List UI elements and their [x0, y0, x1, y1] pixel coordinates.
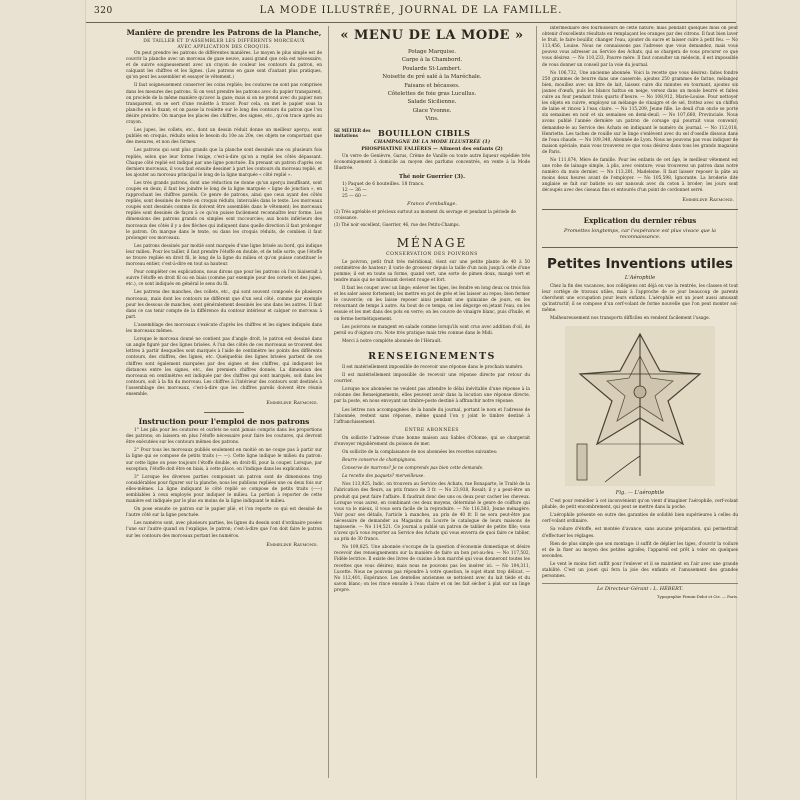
- section-title: Petites Inventions utiles: [547, 255, 733, 272]
- footnote: (3) Thé noir excellent, Guerrier, 46, rue des Petits-Champs.: [334, 222, 460, 228]
- paragraph: Il est matériellement impossible de recevoir une réponse directe par retour du courrier.: [334, 373, 530, 385]
- menu-item: Glace Yvonne.: [412, 107, 452, 114]
- price-line: 12 — 36 —: [342, 187, 367, 193]
- director-signature: Le Directeur-Gérant : L. HÉBERT.: [542, 583, 738, 592]
- folded-kite-detail: [577, 444, 587, 480]
- paragraph: Chez la fin des vacances, nos collégiens ont déjà en vue la rentrée, les classes et tout leur cortège de travaux utiles, mais à l'approche de ce jour beaucoup de parents cherchent une occupation pour leurs enfants. L'aérophile est un jouet aussi amusant qu'instructif; il se compose d'un cerf-volant de forme nouvelle que l'on peut monter soi-même.: [542, 283, 738, 313]
- advert-brand: BOUILLON CIBILS: [378, 127, 471, 138]
- menu-item: Noisette de pré salé à la Maréchale.: [382, 74, 482, 81]
- paragraph: L'assemblage des morceaux s'exécute d'après les chiffres et les signes indiqués dans les morceaux mêmes.: [126, 322, 322, 335]
- advert-note: Franco d'emballage.: [407, 201, 457, 207]
- rebus-answer: Promettes longtemps, car l'espérance est plus vivace que la reconnaissance.: [563, 227, 717, 241]
- running-title: LA MODE ILLUSTRÉE, JOURNAL DE LA FAMILLE.: [259, 5, 563, 16]
- paragraph: Le vent le moins fort suffit pour l'enlever et il se maintient en l'air avec une grande stabilité. C'est un jouet qui fera la joie des enfants et l'amusement des grandes personnes.: [542, 561, 738, 580]
- paragraph: Pour compléter ces explications, nous dirons que pour les patrons où l'on biaiserait à suivre l'étoffe en droit fil ou en biais (comme par exemple pour des corsets et des jupes, etc.), ce sont indiqués en général le sens du fil.: [126, 270, 322, 288]
- advert-note: SE MÉFIER des imitations: [334, 127, 371, 138]
- menu-item: Potage Marquise.: [407, 49, 456, 55]
- paragraph: No 111,874, Mère de famille. Pour les enfants de cet âge, le meilleur vêtement est une robe de lainage simple, à plis, avec ceinture; vous trouverez un patron dans notre numéro du mois dernier. — No 113,201, Madeleine. Il faut laisser reposer la pâte au moins deux heures avant de l'employer. — No 105,598, Ignorante. La broderie dite anglaise se fait sur batiste ou sur nansouk avec du coton à broder; les jours sont découpés avec des ciseaux fins et entourés d'un point de cordonnet serré.: [542, 157, 738, 194]
- paragraph: Les lettres non accompagnées de la bande du journal, portant le nom et l'adresse de l'abonnée, restent sans réponse, même quand l'on y joint le timbre destiné à l'affranchissement.: [334, 407, 530, 425]
- paragraph: On peut prendre les patrons de différentes manières. Le moyen le plus simple est de couvrir la planche avec un morceau de gaze neuve, aussi grand que cela est nécessaire, et de suivre soigneusement avec un crayon de couleur les contours du patron, en calquant les chiffres et les lignes. (Les patrons en gaze sont d'autant plus pratiques, qu'on peut les assembler et essayer le vêtement.): [126, 51, 322, 81]
- paragraph: Les numéros sont, avec plusieurs parties, les lignes du dessin sont d'ordinaire posées l'une sur l'autre quand on l'explique, le patron; c'est-à-dire que l'on doit faire le patron sur les contours des morceaux portant les numéros.: [126, 521, 322, 539]
- price-line: 25 — 60 —: [342, 193, 367, 199]
- menu-item: Salade Sicilienne.: [407, 99, 457, 106]
- section-subtitle: ENTRE ABONNÉES: [404, 427, 460, 433]
- section-subtitle: AVEC APPLICATION DES CROQUIS.: [177, 45, 271, 50]
- paragraph: Beurre conserve de champignons.: [342, 458, 417, 464]
- paragraph: Les poivrons se mangent en salade comme lorsqu'ils sont crus avec addition d'oil, de persil ou d'oignon cru. Note très pratique mais très connue dans le Midi.: [334, 324, 530, 336]
- paragraph: Nos 113,925, Indic. on trouvera au Service des Achats, rue Bonaparte, le Traité de la Fabrication des fleurs, au prix franco de 3 fr. — No 23,938, Rosalt; il y a peut-être un produit qui peut faire l'affaire. Il faudrait donc des uns ou deux pour cacher les cheveux. Lorsque vous aurez, en combinant ces deux moyens, déterminé le genre de coiffure qui vous va le mieux, il vous sera facile de la reproduire. — No 116,583, Jeune ménagère. Voir pour ses détails, l'article à manches, au prix de 40 fr. Il ne sera peut-être pas nécessaire de demander au Magasins du Louvre le catalogue de leurs maisons de tapisserie. — No 114,521. Ce journal a publié un patron de tablier de petite fille; vous n'avez qu'à vous reporter au Service des Achats qui vous enverra de quoi faire ce tablier, au prix de 30 francs.: [334, 482, 530, 543]
- advert-header: [334, 128, 530, 138]
- journal-page: [86, 0, 736, 800]
- paragraph: Les patrons qui sont plus grands que la planche sont dessinés une ou plusieurs fois repliés, selon que leur forme l'exige, c'est-à-dire qu'on a replié les côtés dépassant. Chaque côté replié est indiqué par une ligne ponctuée. En prenant un patron d'après ces derniers morceaux, il vous faut ensuite dessiner à part les contours du morceau replié, et les ajouter au morceau principal le long de la ligne marquée « côté replié ».: [126, 148, 322, 178]
- section-title: Instruction pour l'emploi de nos patrons: [138, 417, 310, 427]
- paragraph: Lorsque le morceau donné ne contient pas d'angle droit, le patron est dessiné dans un angle figuré par des lignes brisées. À l'un des côtés de ces morceaux se trouvent des lettres à partir desquelles sont marqués à l'aide de centimètre les points des différents contours, des chiffres, des lignes, etc. Quelquefois des lignes brisées partent de ces chiffres sont également marquées par des signes et des chiffres, qui indiquent les distances entre les signes, etc., des premiers chiffres donnés. La dimension des morceaux en centimètres est indiquée par des chiffres qui sont marqués, soit dans les contours, soit à la fin du morceau. Les chiffres à l'intérieur des contours sont destinés à l'assemblage des morceaux, c'est-à-dire que les chiffres pareils doivent être réunis ensemble.: [126, 337, 322, 397]
- signature: Emmeline Raymond.: [266, 541, 318, 548]
- paragraph: 1° Les plis pour les coutures et ourlets ne sont jamais compris dans les proportions des patrons; on laissera en plus l'étoffe nécessaire pour faire les coutures, qui devront être exécutées sur les contours mêmes des patrons.: [126, 428, 322, 446]
- advert-line: CHAMPAGNE DE LA MODE ILLUSTRÉE (1): [373, 138, 491, 145]
- menu-item: Côtelettes de foie gras Lucullus.: [387, 91, 477, 98]
- section-title: RENSEIGNEMENTS: [368, 350, 496, 362]
- signature: Emmeline Raymond.: [266, 400, 318, 407]
- paragraph: Malheureusement nos transports difficiles en rendent facilement l'usage.: [550, 316, 711, 321]
- paragraph: Sa voilure d'étoffe, est montée d'avance, sans aucune préparation, qui permettrait d'effectuer les réglages.: [542, 527, 738, 539]
- signature: Emmeline Raymond.: [682, 196, 734, 203]
- menu-item: Carpe à la Chambord.: [401, 57, 463, 64]
- page-header: [86, 0, 736, 23]
- paragraph: Les très grands patrons, dont une réduction ne donne qu'un aperçu insuffisant, sont coupés en deux; il faut les joindre le long de la ligne marquée « ligne de jonction », en rapprochant les chiffres pareils. Ce genre de patrons, ainsi que ceux ayant des côtés repliés, sont dessinés de reste en croquis réduits, intercalés dans le texte. Les morceaux coupés sont dessinés comme ils doivent être assemblés dans le vêtement; les morceaux repliés sont dessinés de façon à ce qu'on puisse facilement reconnaître leur forme. Les dimensions des patrons grands ou simples sont raccourcies; aux bouts inférieurs des morceaux des côtés il y a des flèches qui indiquent dans quelle direction il faut prolonger le patron. On marque dans le texte, ou dans les croquis réduits, de combien il faut prolonger ces morceaux.: [126, 180, 322, 241]
- paragraph: On pose ensuite ce patron sur le papier plié, et l'on reporte ce qui est dessiné de l'autre côté sur la ligne ponctuée.: [126, 507, 322, 519]
- paragraph: L'aérophile présente en outre des garanties de solidité bien supérieures à celles du cerf-volant ordinaire.: [542, 513, 738, 525]
- figure-caption: Fig. — L'aérophile: [615, 490, 665, 497]
- section-title: MÉNAGE: [396, 235, 468, 250]
- kite-hub: [634, 386, 646, 398]
- page-number: 320: [94, 6, 113, 16]
- paragraph: Les jupes, les collets, etc., dont un dessin réduit donne un meilleur aperçu, sont publiés en croquis, réduits selon le besoin du 10e au 20e, ces objets ne comportant que des mesures, et non des formes.: [126, 128, 322, 146]
- section-subtitle: L'Aérophile: [624, 274, 656, 281]
- paragraph: Conserve de marrons? Je ne comprends pas bien cette demande.: [342, 466, 484, 472]
- column-divider: [536, 26, 537, 778]
- paragraph: Les patrons dessinés par moitié sont marqués d'une ligne brisée au bord, qui indique leur milieu. Pour les tailler, il faut prendre l'étoffe en double, et de telle sorte, que l'étoffe se trouve repliée en droit fil, le long de la ligne du milieu et qu'on puisse constituer le morceau entier, c'est-à-dire en tout sa hauteur.: [126, 243, 322, 268]
- menu-item: Poularde St-Lambert.: [402, 65, 462, 72]
- column-left: [126, 26, 322, 780]
- section-subtitle: DE TAILLER ET D'ASSEMBLER LES DIFFÉRENTS MORCEAUX: [143, 39, 305, 44]
- column-middle: [334, 26, 530, 780]
- paragraph: 2° Pour tous les morceaux publiés seulement en moitié on ne coupe pas à partir sur la ligne qui se compose de petits traits (— —). Cette ligne indique le milieu du patron: sur cette ligne on pose toujours l'étoffe double, en droit-fil, pour la couper. Lorsque, par exception, l'étoffe doit être en biais, à cette place, on l'indique dans les explications.: [126, 448, 322, 472]
- paragraph: Lorsque nos abonnées ne veulent pas attendre le délai inévitable d'une réponse à la colonne des Renseignements, elles peuvent avoir dans la locution une réponse directe, par la poste, en nous envoyant un timbre-poste destiné à affranchir notre réponse.: [334, 387, 530, 405]
- paragraph: Rien de plus simple que son montage: il suffit de déplier les tiges, d'ouvrir la voilure et de la fixer au moyen des petites agrafes; l'appareil est prêt à voler en quelques secondes.: [542, 541, 738, 559]
- separator: [204, 412, 244, 413]
- menu-item: Faisans et bécasses.: [404, 82, 460, 89]
- paragraph: Il est matériellement impossible de recevoir une réponse dans le prochain numéro.: [342, 364, 524, 370]
- paragraph: On sollicite l'adresse d'une bonne maison aux Sables d'Olonne, qui se chargerait d'envoyer régulièrement du poisson de mer.: [334, 435, 530, 447]
- paragraph: 3° Lorsque les diverses parties composant un patron sont de dimensions trop considérables pour figurer sur la planche, nous les publions repliées une ou deux fois sur elles-mêmes. La ligne indiquant le côté replié se compose de petits traits (-----) semblables à ceux employés pour indiquer le milieu. La portion à reporter de cette manière est indiquée par le plus en moins de la ligne indiquant le milieu.: [126, 474, 322, 505]
- menu-list: [334, 48, 530, 124]
- column-divider: [328, 26, 329, 778]
- rebus-box: [542, 209, 738, 248]
- column-right: [542, 26, 738, 780]
- advert-heading: Thé noir Guerrier (3).: [398, 173, 466, 180]
- printer-credit: Typographie Firmin-Didot et Cie. — Paris.: [657, 594, 738, 600]
- footnote: (2) Très agréable et précieux surtout au moment du sevrage et pendant la période de croissance.: [334, 208, 516, 220]
- aerophile-kite-illustration: [565, 326, 715, 486]
- paragraph: La recette des paquets? merveilleuse.: [342, 474, 425, 480]
- paragraph: Il faut les couper avec un linge; enlever les tiges, les fendre en long deux ou trois fois et les saler assez fortement; les mettre en pot de grès et les laisser au repos; bien fermer le couvercle; on les laisse reposer ainsi pendant une quinzaine de jours, en les retournant de temps à autre. Au bout de ce temps, on les dégorge en jetant l'eau, on les essuie et les met dans des pots en verre; on les couvre de vinaigre blanc, puis d'huile, et on ferme hermétiquement.: [334, 286, 530, 322]
- paragraph: Le poivron, petit fruit très méridional, vient sur une petite plante de 40 à 50 centimètres de hauteur; il varie de grosseur depuis la taille d'un noix jusqu'à celle d'une pomme; il est en toute sa forme, quand vert, une sorte de pimen doux, mangé vert et tendre mais qui ne mûrissant devient rouge et fort.: [334, 259, 530, 283]
- section-title: Manière de prendre les Patrons de la Planche,: [126, 28, 322, 37]
- paragraph: Il faut soigneusement conserver les coins repliés; les coutures ne sont pas comprises dans les mesures des patrons. Si on veut prendre les patrons avec du papier transparent, on procède de la même manière qu'avec la gaze; mais si on ne prend avec du papier non transparent, on se sert d'une roulette à tracer. Pour cela, on met le papier sous la planche en le fixant; et on passe la roulette sur le long des contours du patron que l'on désire prendre. On marque les places des chiffres, des signes, etc., qu'on trace après au crayon.: [126, 83, 322, 126]
- section-subtitle: CONSERVATION DES POIVRONS: [386, 251, 478, 257]
- advert-line: PHOSPHATINE FALIÈRES — Aliment des enfants (2): [361, 145, 503, 152]
- paragraph: Merci à notre compléte abonnée de l'Hérault.: [342, 338, 442, 344]
- price-line: 1) Paquet de 6 bouteilles. 18 francs.: [342, 181, 425, 187]
- menu-title: « MENU DE LA MODE »: [340, 28, 524, 43]
- paragraph: intermédiaire des fournisseurs de cette nature; mais pendant quelques mois on peut obtenir d'excellents résultats en remplaçant les oranges par des citrons. Il faut bien laver le fruit, le faire bouillir, changer l'eau, ajouter du sucre et laisser cuire à petit feu. — No 113,456, Louise. Nous ne connaissons pas l'adresse que vous demandez, mais vous pouvez vous adresser au Service des Achats, qui se chargera de vous procurer ce que vous désirez. — No 110,233, Pauvre mère. Il faut consulter un médecin, il est impossible de vous donner un conseil par la voie du journal.: [542, 26, 738, 68]
- paragraph: Les patrons des manches, des collets, etc., qui sont souvent composés de plusieurs morceaux, mais dont les contours ne diffèrent que d'un seul côté, comme par exemple pour les dessous de manches, sont généralement dessinés les uns dans les autres. Il faut dans ce cas tenir compte de la différence du contour intérieur et calquer ce morceau à part.: [126, 290, 322, 320]
- advert-text: Un verre de Genièvre, Garus, Crème de Vanille ou toute autre liqueur expédiée très économiquement à domicile au moyen des parfums concentrés, en vente à la Mode Illustrée.: [334, 153, 530, 171]
- menu-item: Vins.: [425, 116, 439, 123]
- paragraph: C'est pour remédier à cet inconvénient qu'on vient d'imaginer l'aérophile, cerf-volant pliable, de petit encombrement, qui peut se mettre dans la poche.: [542, 499, 738, 511]
- paragraph: On sollicite de la complaisance de nos abonnées les recettes suivantes:: [342, 449, 498, 455]
- paragraph: No 109,825. Une abonnée s'occupe de la question d'économie domestique et désire recevoir des renseignements sur la manière de faire un bon pot-au-feu. — No 117,502, Fidèle lectrice. Il existe des livres de cuisine à bon marché qui vous donneront toutes les recettes que vous désirez; mais nous ne pouvons pas les insérer ici. — No 104,311, Lucette. Nous ne pouvons pas répondre à votre question, le sujet étant trop délicat. — No 112,401, Espérance. Les dentelles anciennes se nettoient avec du lait tiède et du savon blanc; on les rince ensuite à l'eau claire et on les fait sécher à plat sur un linge propre.: [334, 545, 530, 593]
- rebus-title: Explication du dernier rébus: [583, 215, 697, 225]
- paragraph: No 106,732, Une ancienne abonnée. Voici la recette que vous désirez: faites fondre 250 grammes de beurre dans une casserole, ajoutez 250 grammes de farine, mélangez bien, mouillez avec un litre de lait, laissez cuire dix minutes en tournant, ajoutez six jaunes d'œufs, puis les blancs battus en neige, versez dans un moule beurré et faites cuire au four pendant trois quarts d'heure. — No 108,912, Marie-Louise. Pour nettoyer les objets en cuivre, employez un mélange de vinaigre et de sel, frottez avec un chiffon de laine et rincez à l'eau claire. — No 115,209, Jeune fille. Le deuil d'un oncle se porte six semaines en noir et six semaines en demi-deuil. — No 107,660, Provinciale. Nous avons publié l'année dernière un patron de corsage qui pourrait vous convenir; demandez-le au Service des Achats en indiquant le numéro du journal. — No 112,018, Henriette. Les taches de rouille sur le linge s'enlèvent avec du sel d'oseille dissous dans de l'eau chaude. — No 109,340, Abonnée de Lyon. Nous ne pouvons pas vous indiquer de maison spéciale, mais vous trouverez ce que vous désirez dans tous les grands magasins de Paris.: [542, 70, 738, 155]
